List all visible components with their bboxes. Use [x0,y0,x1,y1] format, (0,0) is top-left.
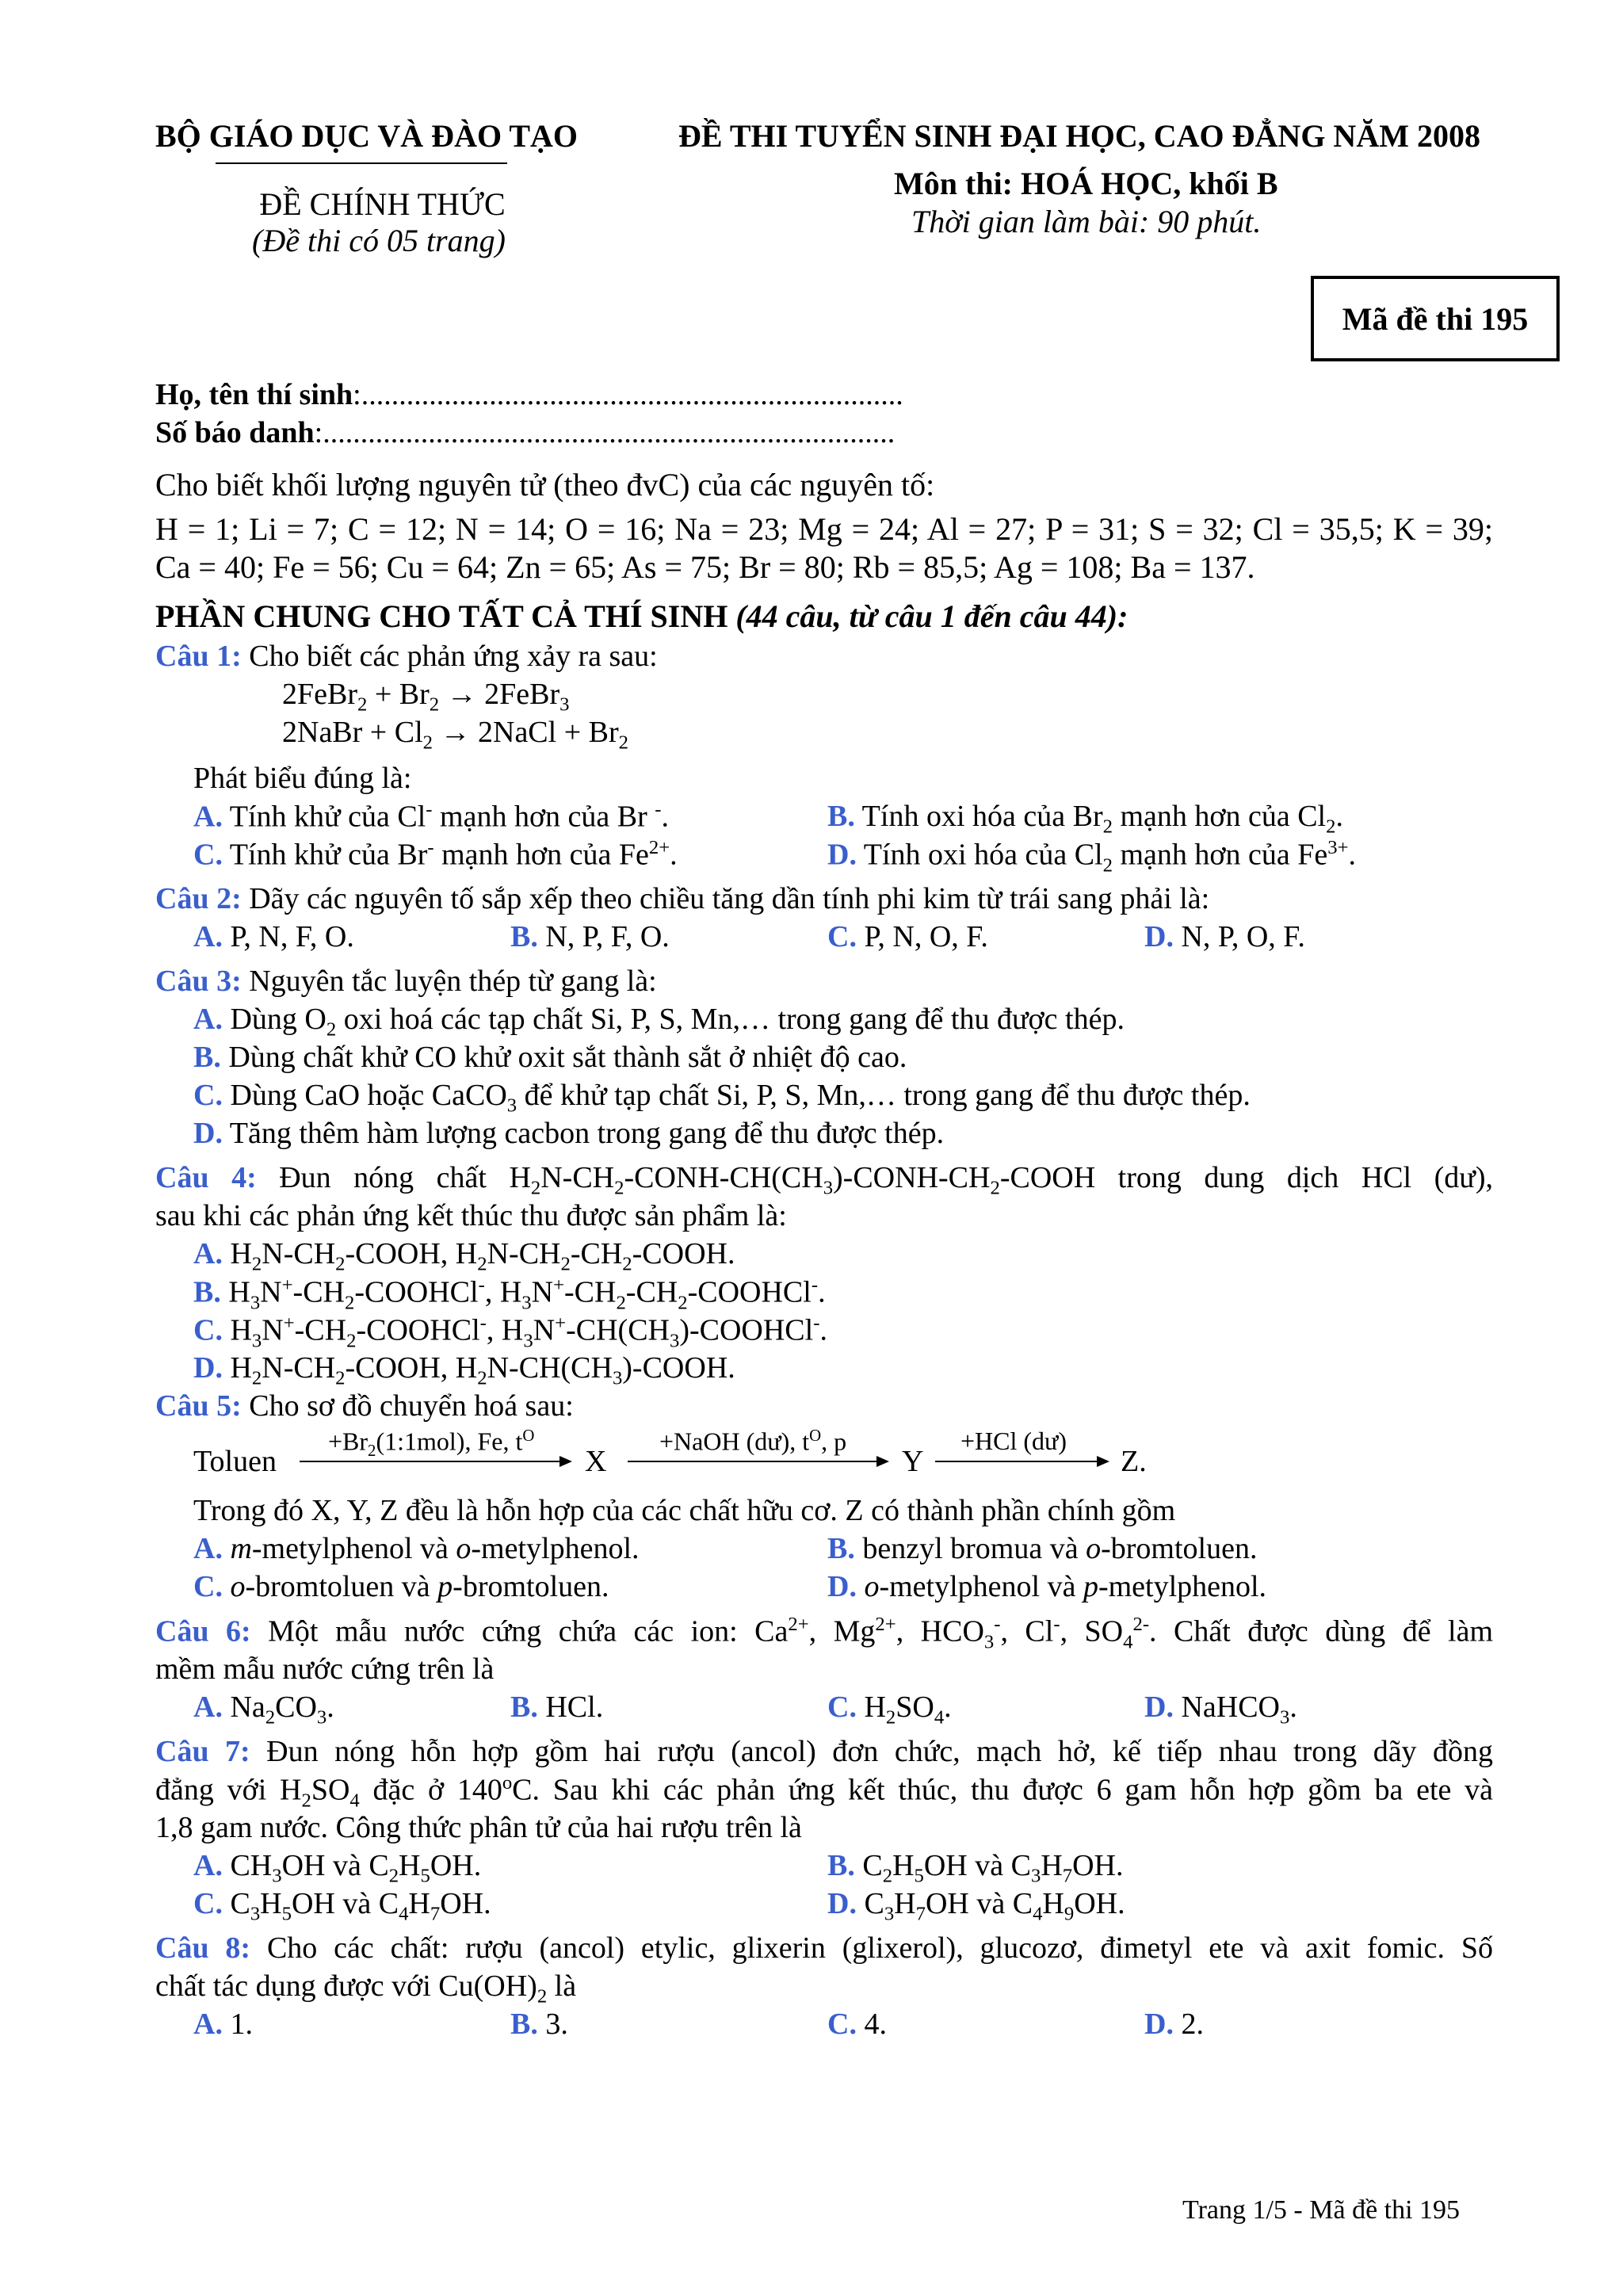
q8-option-b[interactable]: B. 3. [510,2008,568,2041]
q6-stem-line-1: Câu 6: Một mẫu nước cứng chứa các ion: $Ca^{2+}$, $Mg^{2+}$, $HCO_3^-$, Cl-, $SO_4^{2-}$. Chất được dùng để làm [155,1614,1494,1653]
q5-option-d[interactable]: D. o-metylphenol và p-metylphenol. [827,1570,1267,1603]
exam-code: Mã đề thi 195 [1342,300,1529,337]
q5-label: Câu 5: [155,1389,242,1423]
q3-option-b[interactable]: B. Dùng chất khử CO khử oxit sắt thành sắt ở nhiệt độ cao. [193,1041,907,1074]
exam-title: ĐỀ THI TUYỂN SINH ĐẠI HỌC, CAO ĐẲNG NĂM 2008 [678,118,1480,154]
q8-option-a[interactable]: A. 1. [193,2008,253,2041]
q8-stem-line-1: Câu 8: Cho các chất: rượu (ancol) etylic, glixerin (glixerol), glucozơ, đimetyl ete và axit fomic. Số [155,1931,1494,1965]
q2-option-d[interactable]: D. N, P, O, F. [1144,920,1305,953]
q1-reaction-2: 2NaBr + $Cl_2$ → 2NaCl + $Br_2$ [282,716,628,754]
section-title-text: PHẦN CHUNG CHO TẤT CẢ THÍ SINH [155,598,728,634]
q8-option-d[interactable]: D. 2. [1144,2008,1204,2041]
q5-arrow-2 [628,1461,888,1462]
q5-arrow-3-label: +HCl (dư) [960,1427,1067,1455]
q4-option-a[interactable]: A. $H_2N-CH_2$-COOH, $H_2N-CH_2-CH_2$-COOH. [193,1237,735,1275]
section-range: (44 câu, từ câu 1 đến câu 44): [735,598,1128,634]
masses-line-2: Ca = 40; Fe = 56; Cu = 64; Zn = 65; As = 75; Br = 80; Rb = 85,5; Ag = 108; Ba = 137. [155,549,1255,585]
q8-option-c[interactable]: C. 4. [827,2008,887,2041]
q1-label: Câu 1: [155,640,242,673]
q8-stem-line-2: chất tác dụng được với $Cu(OH)_2$ là [155,1969,577,2008]
q6-option-b[interactable]: B. HCl. [510,1690,604,1724]
q2-stem [155,881,1209,916]
q5-x: X [585,1445,607,1478]
q5-arrow-2-label: +NaOH (dư), $t^O$, p [659,1427,847,1456]
q2-option-b[interactable]: B. N, P, F, O. [510,920,670,953]
q7-stem-line-2: đẳng với $H_2SO_4$ đặc ở 140$^o$C. Sau khi các phản ứng kết thúc, thu được 6 gam hỗn hợp gồm ba ete và [155,1772,1493,1812]
q4-option-c[interactable]: C. $H_3N^+-CH_2-COOHCl^-$, $H_3N^+-CH(CH_3)-COOHCl^-$. [193,1312,827,1352]
q6-label: Câu 6: [155,1614,251,1648]
q7-option-d[interactable]: D. $C_3H_7OH$ và $C_4H_9OH$. [827,1887,1125,1925]
q2-option-c[interactable]: C. P, N, O, F. [827,920,988,953]
q7-stem-line-3: 1,8 gam nước. Công thức phân tử của hai rượu trên là [155,1811,802,1844]
page-count: (Đề thi có 05 trang) [252,223,506,258]
q1-text: Cho biết các phản ứng xảy ra sau: [249,640,658,673]
candidate-name-dots: :........................................................................ [353,378,903,411]
q6-option-a[interactable]: A. $Na_2CO_3$. [193,1690,334,1729]
q4-stem-line-2: sau khi các phản ứng kết thúc thu được sản phẩm là: [155,1199,787,1232]
q4-option-b[interactable]: B. $H_3N^+-CH_2-COOHCl^-$, $H_3N^+-CH_2-CH_2-COOHCl^-$. [193,1274,826,1314]
q5-arrow-3 [935,1461,1108,1462]
q5-text: Cho sơ đồ chuyển hoá sau: [249,1389,574,1423]
section-title [155,598,1128,635]
q7-label: Câu 7: [155,1735,250,1768]
exam-code-box [1311,276,1560,361]
q7-option-a[interactable]: A. $CH_3OH$ và $C_2H_5OH$. [193,1849,482,1887]
q5-description: Trong đó X, Y, Z đều là hỗn hợp của các chất hữu cơ. Z có thành phần chính gồm [193,1494,1176,1527]
header-divider [216,162,507,164]
q5-option-b[interactable]: B. benzyl bromua và o-bromtoluen. [827,1532,1258,1565]
q3-option-a[interactable]: A. Dùng $O_2$ oxi hoá các tạp chất Si, P, S, Mn,… trong gang để thu được thép. [193,1003,1125,1041]
q1-prompt: Phát biểu đúng là: [193,762,412,795]
q4-stem-line-1: Câu 4: Đun nóng chất $H_2N-CH_2-CONH-CH(CH_3)-CONH-CH_2$-COOH trong dung dịch HCl (dư), [155,1161,1493,1199]
q5-toluen: Toluen [193,1445,277,1478]
q1-option-c[interactable]: C. Tính khử của Br- mạnh hơn của $Fe^{2+}$. [193,837,678,872]
q5-y: Y [902,1445,924,1478]
candidate-id-row [155,415,895,450]
candidate-name-label: Họ, tên thí sinh [155,378,353,411]
q5-option-c[interactable]: C. o-bromtoluen và p-bromtoluen. [193,1570,609,1603]
q5-arrow-1 [300,1461,571,1462]
candidate-name-row [155,377,903,412]
q6-option-c[interactable]: C. $H_2SO_4$. [827,1690,952,1729]
q8-label: Câu 8: [155,1931,251,1965]
q5-stem [155,1389,574,1423]
candidate-id-dots: :............................................................................ [314,416,896,449]
q1-reaction-1: 2FeBr$_2$ + $Br_2$ → 2FeBr$_3$ [282,678,570,716]
q5-option-a[interactable]: A. m-metylphenol và o-metylphenol. [193,1532,640,1565]
q6-option-d[interactable]: D. NaHCO$_3$. [1144,1690,1297,1729]
masses-intro: Cho biết khối lượng nguyên tử (theo đvC) của các nguyên tố: [155,467,935,502]
q4-option-d[interactable]: D. $H_2N-CH_2$-COOH, $H_2N-CH(CH_3)$-COOH. [193,1351,735,1389]
q3-text: Nguyên tắc luyện thép từ gang là: [249,965,657,998]
q5-arrow-1-label: $+Br_2(1:1mol)$, Fe, $t^O$ [328,1427,535,1461]
exam-duration: Thời gian làm bài: 90 phút. [911,204,1262,239]
q6-stem-line-2: mềm mẫu nước cứng trên là [155,1652,495,1686]
q1-option-a[interactable]: A. Tính khử của Cl- mạnh hơn của Br -. [193,799,670,834]
q4-label: Câu 4: [155,1161,257,1194]
ministry-name: BỘ GIÁO DỤC VÀ ĐÀO TẠO [155,118,579,154]
official-label: ĐỀ CHÍNH THỨC [259,186,506,222]
q7-option-b[interactable]: B. $C_2H_5OH$ và $C_3H_7OH$. [827,1849,1124,1887]
q1-option-d[interactable]: D. Tính oxi hóa của $Cl_2$ mạnh hơn của $Fe^{3+}$. [827,837,1356,877]
q7-option-c[interactable]: C. $C_3H_5OH$ và $C_4H_7OH$. [193,1887,491,1925]
q3-stem [155,964,657,999]
candidate-id-label: Số báo danh [155,416,315,449]
q2-label: Câu 2: [155,882,242,915]
q5-z: Z. [1121,1445,1147,1478]
q2-option-a[interactable]: A. P, N, F, O. [193,920,354,953]
q1-option-b[interactable]: B. Tính oxi hóa của $Br_2$ mạnh hơn của $Cl_2$. [827,800,1343,838]
q2-text: Dãy các nguyên tố sắp xếp theo chiều tăng dần tính phi kim từ trái sang phải là: [249,882,1210,915]
exam-subject: Môn thi: HOÁ HỌC, khối B [894,166,1278,201]
masses-line-1: H = 1; Li = 7; C = 12; N = 14; O = 16; Na = 23; Mg = 24; Al = 27; P = 31; S = 32; Cl = 35,5; K = 39; [155,511,1493,547]
page-footer: Trang 1/5 - Mã đề thi 195 [1182,2195,1461,2225]
q1-stem [155,639,658,674]
q3-label: Câu 3: [155,965,242,998]
q3-option-d[interactable]: D. Tăng thêm hàm lượng cacbon trong gang để thu được thép. [193,1117,945,1150]
q3-option-c[interactable]: C. Dùng CaO hoặc CaCO$_3$ để khử tạp chất Si, P, S, Mn,… trong gang để thu được thép. [193,1079,1251,1117]
q7-stem-line-1: Câu 7: Đun nóng hỗn hợp gồm hai rượu (ancol) đơn chức, mạch hở, kế tiếp nhau trong dãy đồng [155,1735,1494,1768]
